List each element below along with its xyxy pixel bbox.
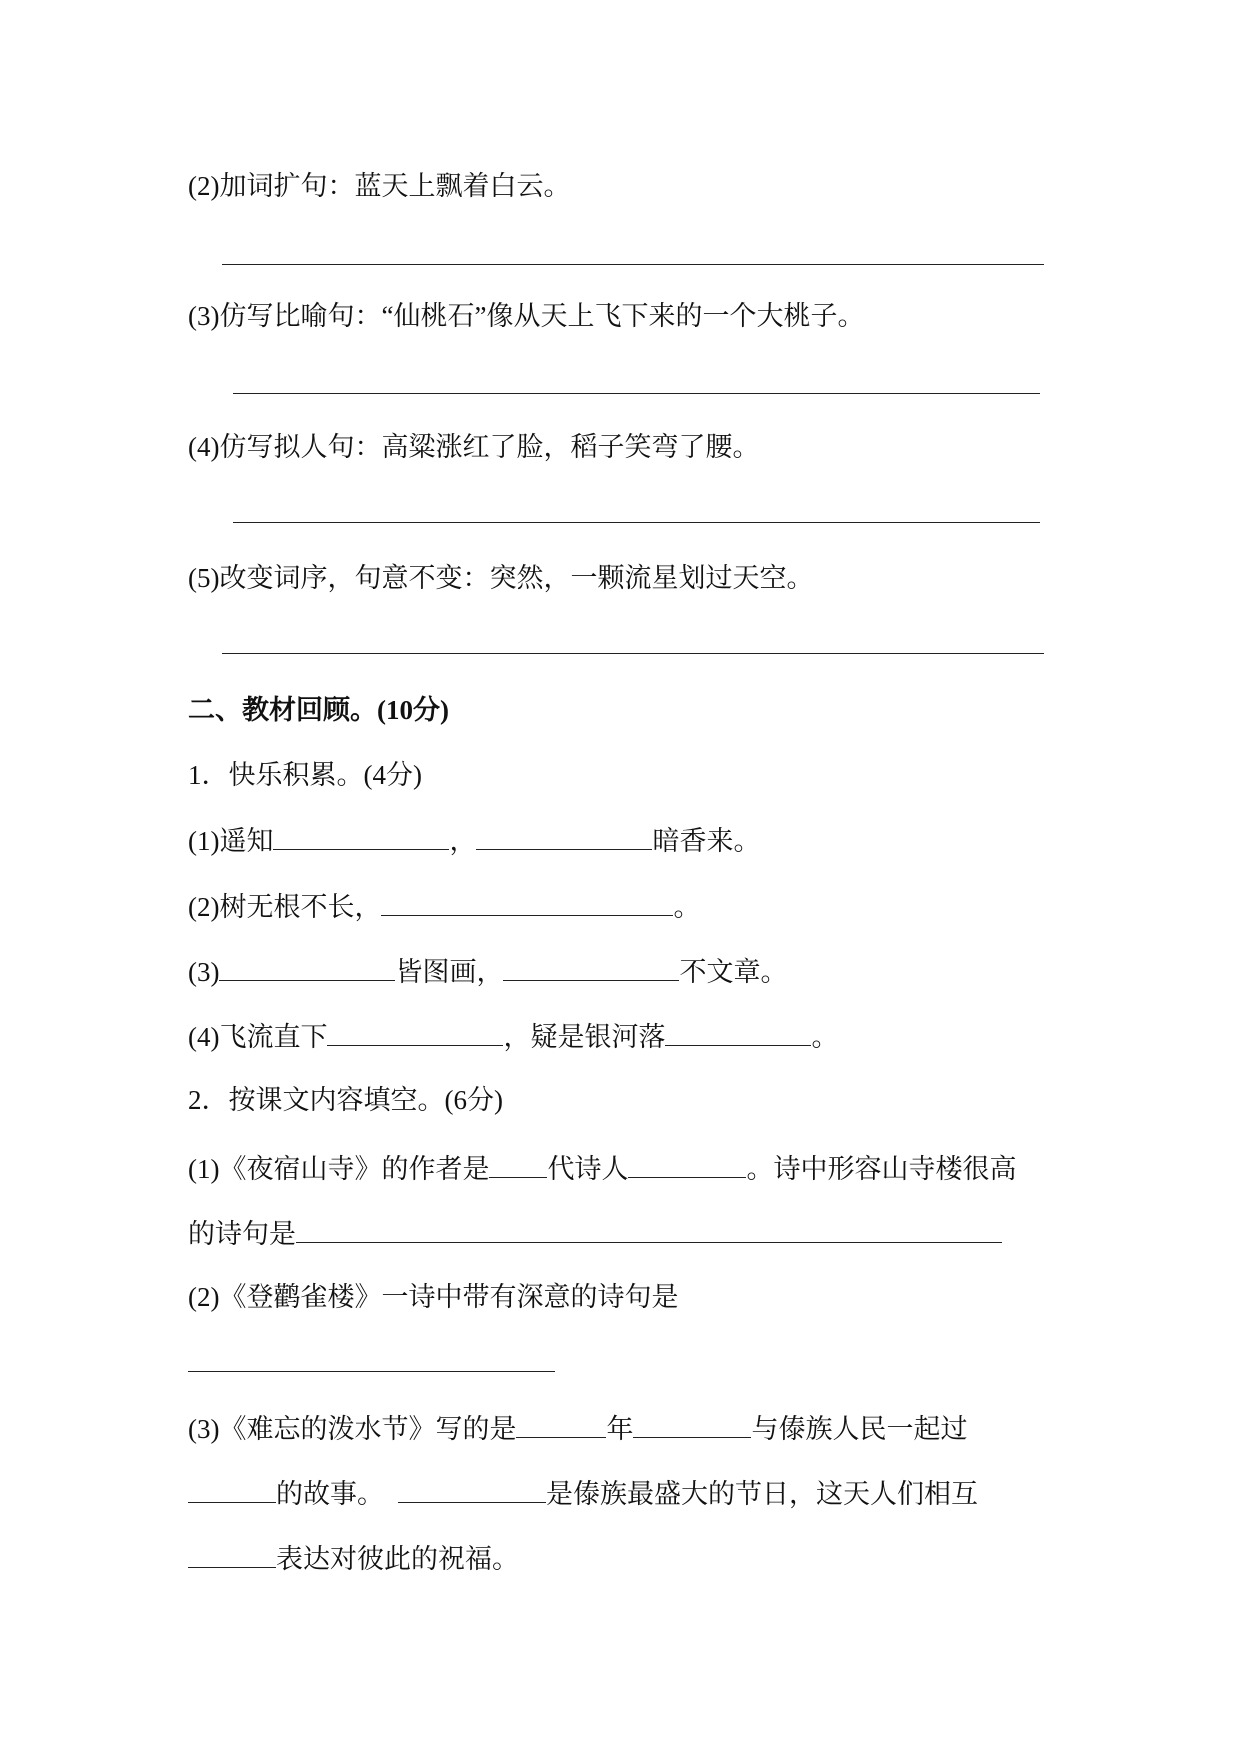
text: 。 <box>811 1022 839 1052</box>
fill-item-water-festival <box>188 1409 967 1447</box>
text: (4)飞流直下 <box>188 1022 328 1052</box>
fill-item-poet <box>188 1149 1016 1187</box>
text: 。诗中形容山寺楼很高 <box>746 1154 1017 1184</box>
blank[interactable] <box>489 1149 547 1178</box>
text: 的诗句是 <box>188 1219 296 1249</box>
text: (2)树无根不长， <box>188 892 382 922</box>
blank[interactable] <box>381 887 673 916</box>
blank[interactable] <box>628 1149 746 1178</box>
blank[interactable] <box>633 1409 751 1438</box>
blank[interactable] <box>273 821 449 850</box>
answer-line[interactable] <box>222 264 1044 265</box>
question-expand-sentence: (2)加词扩句：蓝天上飘着白云。 <box>188 171 571 201</box>
text: (1)遥知 <box>188 826 274 856</box>
fill-item-3 <box>188 952 787 990</box>
question-word-order: (5)改变词序，句意不变：突然，一颗流星划过天空。 <box>188 563 814 593</box>
question-personification: (4)仿写拟人句：高粱涨红了脸，稻子笑弯了腰。 <box>188 432 760 462</box>
answer-line[interactable] <box>233 393 1040 394</box>
text: 年 <box>606 1414 634 1444</box>
text: 。 <box>673 892 701 922</box>
fill-item-2 <box>188 887 700 925</box>
blank[interactable] <box>188 1539 276 1568</box>
fill-item-water-festival-3 <box>188 1539 519 1577</box>
text: 不文章。 <box>679 957 788 987</box>
question-simile: (3)仿写比喻句：“仙桃石”像从天上飞下来的一个大桃子。 <box>188 301 865 331</box>
fill-item-water-festival-2 <box>188 1474 978 1512</box>
text: (3)《难忘的泼水节》写的是 <box>188 1414 517 1444</box>
fill-item-1 <box>188 821 760 859</box>
fill-item-poem-line <box>188 1214 1002 1252</box>
fill-item-4 <box>188 1017 838 1055</box>
text: 是傣族最盛大的节日，这天人们相互 <box>546 1479 978 1509</box>
answer-line[interactable] <box>233 522 1040 523</box>
answer-line[interactable] <box>222 653 1044 654</box>
text: ，疑是银河落 <box>503 1022 666 1052</box>
blank[interactable] <box>296 1214 1002 1243</box>
text: 皆图画， <box>395 957 504 987</box>
blank[interactable] <box>516 1409 606 1438</box>
blank[interactable] <box>503 952 679 981</box>
subsection-title-1: 1．快乐积累。(4分) <box>188 760 422 790</box>
text: 暗香来。 <box>652 826 761 856</box>
blank[interactable] <box>665 1017 811 1046</box>
section-heading: 二、教材回顾。(10分) <box>188 695 449 725</box>
subsection-title-2: 2．按课文内容填空。(6分) <box>188 1085 503 1115</box>
text: 与傣族人民一起过 <box>751 1414 968 1444</box>
blank[interactable] <box>188 1474 276 1503</box>
text: 的故事。 <box>276 1479 384 1509</box>
text: (3) <box>188 957 220 987</box>
blank[interactable] <box>476 821 652 850</box>
blank[interactable] <box>327 1017 503 1046</box>
text: 表达对彼此的祝福。 <box>276 1544 519 1574</box>
blank[interactable] <box>219 952 395 981</box>
text: 代诗人 <box>547 1154 629 1184</box>
text: (1)《夜宿山寺》的作者是 <box>188 1154 490 1184</box>
answer-line[interactable] <box>188 1371 555 1372</box>
blank[interactable] <box>398 1474 546 1503</box>
fill-item-dengque: (2)《登鹳雀楼》一诗中带有深意的诗句是 <box>188 1282 679 1312</box>
text: ， <box>449 826 477 856</box>
